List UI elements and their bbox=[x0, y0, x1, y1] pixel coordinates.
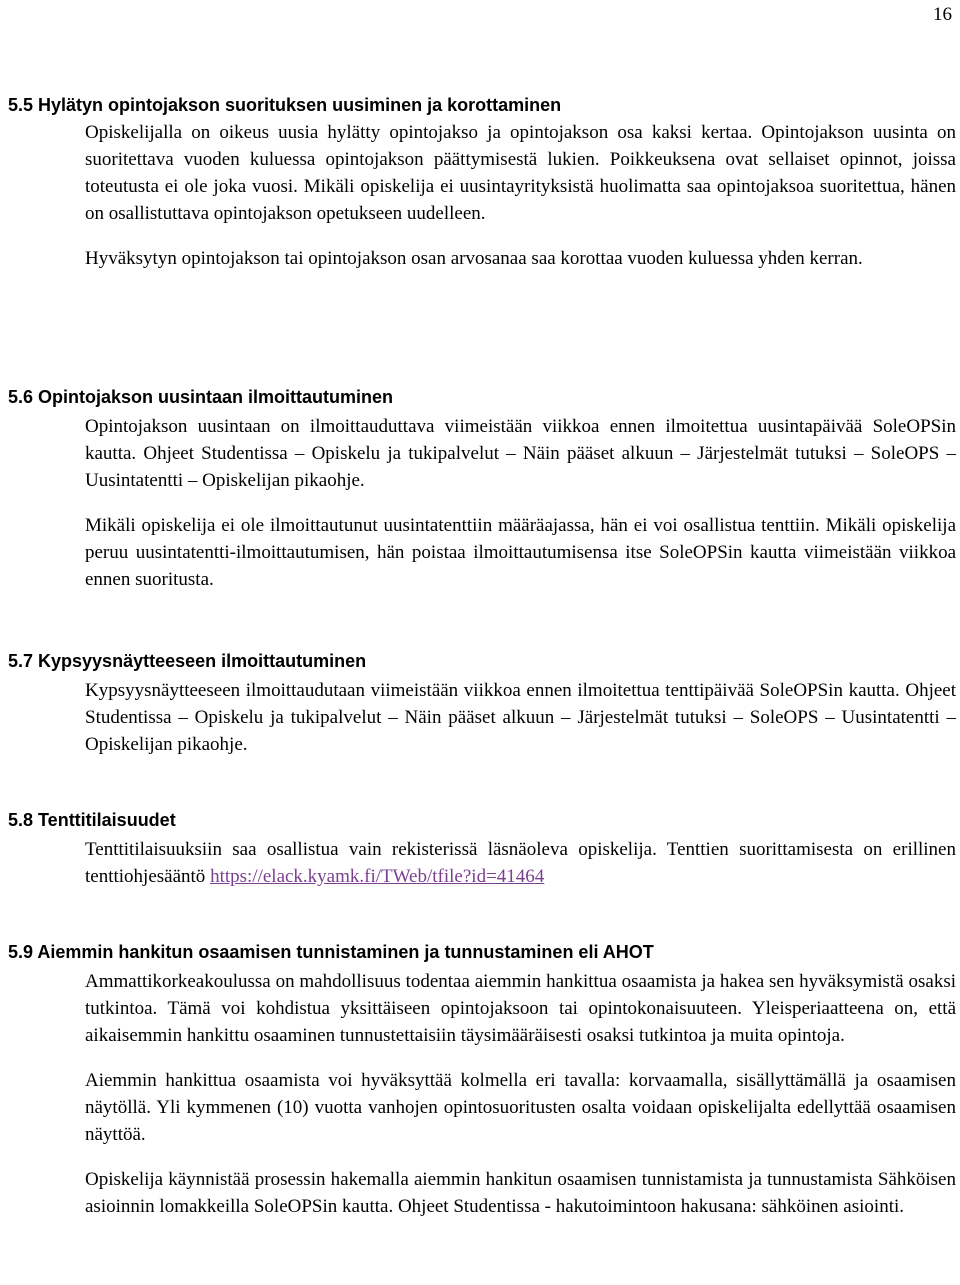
section-heading: 5.8 Tenttitilaisuudet bbox=[8, 810, 176, 830]
paragraph: Hyväksytyn opintojakson tai opintojakson osan arvosanaa saa korottaa vuoden kuluessa yhden kerran. bbox=[85, 248, 863, 269]
exam-rules-link[interactable]: https://elack.kyamk.fi/TWeb/tfile?id=41464 bbox=[210, 866, 545, 887]
section-5-7 bbox=[0, 649, 960, 758]
section-heading: 5.5 Hylätyn opintojakson suorituksen uusiminen ja korottaminen bbox=[8, 95, 562, 115]
paragraph: Aiemmin hankittua osaamista voi hyväksyttää kolmella eri tavalla: korvaamalla, sisällyttämällä ja osaamisen näytöllä. Yli kymmenen (10) vuotta vanhojen opintosuoritusten osalta voidaan opiskelijalta edellyttää osaamisen näyttöä. bbox=[85, 1070, 956, 1145]
paragraph: Opintojakson uusintaan on ilmoittauduttava viimeistään viikkoa ennen ilmoitettua uusintapäivää SoleOPSin kautta. Ohjeet Studentissa – Opiskelu ja tukipalvelut – Näin pääset alkuun – Järjestelmät tutuksi – SoleOPS – Uusintatentti – Opiskelijan pikaohje. bbox=[85, 416, 956, 491]
section-5-6 bbox=[0, 385, 960, 593]
paragraph: Mikäli opiskelija ei ole ilmoittautunut uusintatenttiin määräajassa, hän ei voi osallistua tenttiin. Mikäli opiskelija peruu uusintatentti-ilmoittautumisen, hän poistaa ilmoittautumisensa itse SoleOPSin kautta viimeistään viikkoa ennen suoritusta. bbox=[85, 515, 956, 590]
paragraph: Opiskelijalla on oikeus uusia hylätty opintojakso ja opintojakson osa kaksi kertaa. Opintojakson uusinta on suoritettava vuoden kuluessa opintojakson päättymisestä lukien. Poikkeuksena ovat sellaiset opinnot, joissa toteutusta ei ole joka vuosi. Mikäli opiskelija ei uusintayrityksistä huolimatta saa opintojaksoa suoritettua, hänen on osallistuttava opintojakson opetukseen uudelleen. bbox=[85, 122, 956, 224]
paragraph: Opiskelija käynnistää prosessin hakemalla aiemmin hankitun osaamisen tunnistamista ja tunnustamista Sähköisen asioinnin lomakkeilla SoleOPSin kautta. Ohjeet Studentissa - hakutoimintoon hakusana: sähköinen asiointi. bbox=[85, 1169, 956, 1217]
section-heading: 5.7 Kypsyysnäytteeseen ilmoittautuminen bbox=[8, 651, 367, 671]
section-heading: 5.6 Opintojakson uusintaan ilmoittautuminen bbox=[8, 387, 394, 407]
paragraph bbox=[85, 836, 956, 890]
section-5-8 bbox=[0, 808, 960, 890]
paragraph: Ammattikorkeakoulussa on mahdollisuus todentaa aiemmin hankittua osaamista ja hakea sen hyväksymistä osaksi tutkintoa. Tämä voi kohdistua yksittäiseen opintojaksoon tai opintokonaisuuteen. Yleisperiaatteena on, että aikaisemmin hankittu osaaminen tunnustettaisiin täysimääräisesti osaksi tutkintoa ja muita opintoja. bbox=[85, 971, 956, 1046]
section-5-9 bbox=[0, 940, 960, 1220]
section-5-5 bbox=[0, 93, 960, 272]
paragraph: Kypsyysnäytteeseen ilmoittaudutaan viimeistään viikkoa ennen ilmoitettua tenttipäivää SoleOPSin kautta. Ohjeet Studentissa – Opiskelu ja tukipalvelut – Näin pääset alkuun – Järjestelmät tutuksi – SoleOPS – Uusintatentti – Opiskelijan pikaohje. bbox=[85, 680, 956, 755]
page-number: 16 bbox=[933, 4, 952, 25]
section-heading: 5.9 Aiemmin hankitun osaamisen tunnistaminen ja tunnustaminen eli AHOT bbox=[8, 942, 654, 962]
paragraph-text: Tenttitilaisuuksiin saa osallistua vain rekisterissä läsnäoleva opiskelija. Tenttien suorittamisesta on erillinen tenttiohjesääntö bbox=[85, 839, 956, 887]
